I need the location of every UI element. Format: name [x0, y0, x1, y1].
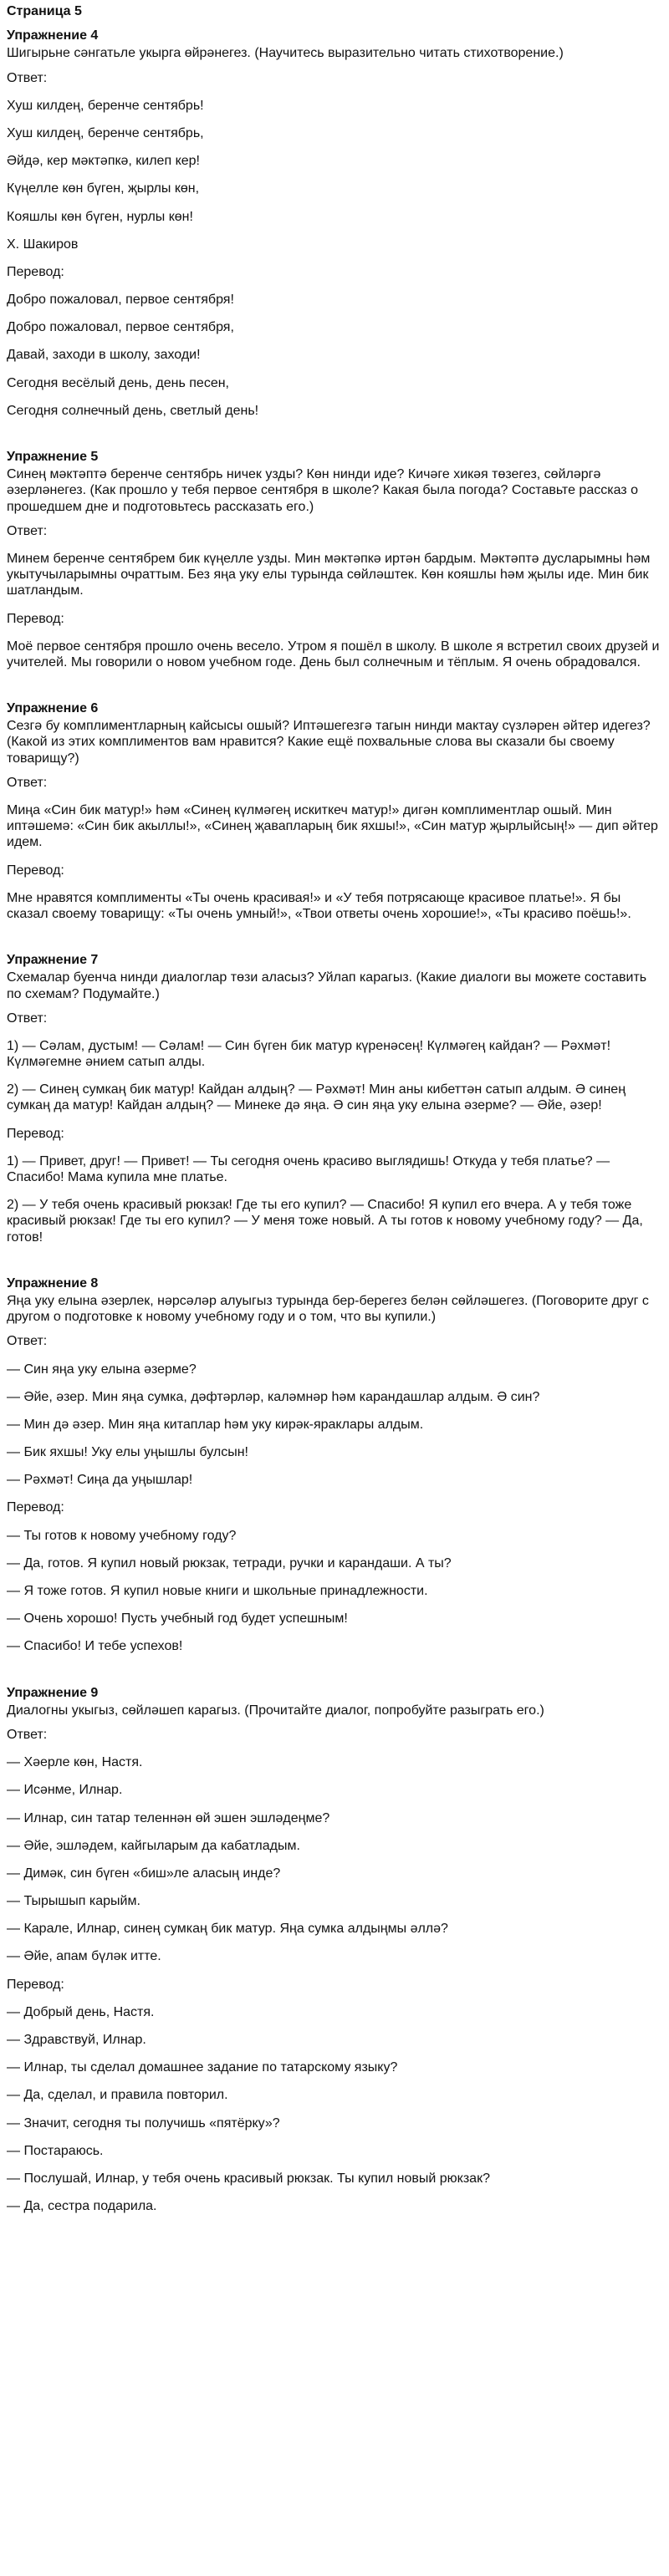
exercise-list [7, 28, 662, 2214]
translation-line: — Да, сделал, и правила повторил. [7, 2088, 228, 2103]
exercise-section [7, 1685, 662, 2215]
translation-line: Моё первое сентября прошло очень весело. Утром я пошёл в школу. В школе я встретил своих друзей и учителей. Мы говорили о новом учебном годе. День был солнечным и тёплым. Я очень обрадовался. [7, 639, 660, 669]
translation-line: — Илнар, ты сделал домашнее задание по татарскому языку? [7, 2060, 398, 2075]
exercise-section [7, 28, 662, 419]
answer-line: 1) — Сәлам, дустым! — Сәлам! — Син бүген бик матур күренәсең! Күлмәгең кайдан? — Рәхмәт! Күлмәгемне әнием сатып алды. [7, 1038, 611, 1070]
answer-line: — Карале, Илнар, синең сумкаң бик матур. Яңа сумка алдыңмы әллә? [7, 1922, 448, 1937]
exercise-section [7, 700, 662, 922]
translation-label: Перевод: [7, 264, 64, 279]
answer-line: — Исәнме, Илнар. [7, 1783, 123, 1798]
translation-line: — Значит, сегодня ты получишь «пятёрку»? [7, 2115, 280, 2131]
translation-line: Добро пожаловал, первое сентября! [7, 293, 234, 308]
translation-line: — Спасибо! И тебе успехов! [7, 1639, 183, 1654]
answer-line: Әйдә, кер мәктәпкә, килеп кер! [7, 154, 200, 169]
translation-label: Перевод: [7, 611, 64, 626]
translation-line: — Послушай, Илнар, у тебя очень красивый рюкзак. Ты купил новый рюкзак? [7, 2171, 490, 2186]
answer-label: Ответ: [7, 523, 48, 538]
exercise-task: Сезгә бу комплиментларның кайсысы ошый? Иптәшегезгә тагын нинди мактау сүзләрен әйтер идегез? (Какой из этих комплиментов вам нравится? Какие ещё похвальные слова вы сказали бы своему товарищу?) [7, 719, 651, 766]
answer-line: Минем беренче сентябрем бик күңелле узды. Мин мәктәпкә иртән бардым. Мәктәптә дусларымны һәм укытучыларымны очраттым. Без яңа уку елы турында сөйләштек. Көн кояшлы һәм җылы иде. Мин бик шатландым. [7, 551, 651, 598]
translation-label: Перевод: [7, 1126, 64, 1141]
answer-line: — Әйе, эшләдем, кайгыларым да кабатладым. [7, 1838, 300, 1853]
answer-line: Кояшлы көн бүген, нурлы көн! [7, 209, 193, 224]
answer-line: — Әйе, апам бүләк итте. [7, 1949, 161, 1964]
answer-line: Хуш килдең, беренче сентябрь, [7, 125, 204, 140]
translation-line: Сегодня весёлый день, день песен, [7, 375, 229, 390]
translation-label: Перевод: [7, 1977, 64, 1992]
translation-line: — Ты готов к новому учебному году? [7, 1528, 237, 1543]
answer-line: 2) — Синең сумкаң бик матур! Кайдан алдың? — Рәхмәт! Мин аны кибеттән сатып алдым. Ә синең сумкаң да матур! Кайдан алдың? — Минеке дә яңа. Ә син яңа уку елына әзерме? — Әйе, әзер! [7, 1082, 626, 1113]
answer-line: — Рәхмәт! Сиңа да уңышлар! [7, 1473, 193, 1488]
answer-label: Ответ: [7, 775, 48, 790]
translation-line: Добро пожаловал, первое сентября, [7, 320, 234, 335]
answer-label: Ответ: [7, 1011, 48, 1026]
exercise-title: Упражнение 6 [7, 701, 99, 716]
answer-line: — Әйе, әзер. Мин яңа сумка, дәфтәрләр, каләмнәр һәм карандашлар алдым. Ә син? [7, 1389, 540, 1404]
exercise-section [7, 1275, 662, 1655]
answer-label: Ответ: [7, 70, 48, 85]
exercise-task: Шигырьне сәнгатьле укырга өйрәнегез. (Научитесь выразительно читать стихотворение.) [7, 46, 564, 61]
translation-line: Мне нравятся комплименты «Ты очень красивая!» и «У тебя потрясающе красивое платье!». Я бы сказал своему товарищу: «Ты очень умный!», «Твои ответы очень хорошие!», «Ты красиво поёшь!». [7, 890, 631, 921]
translation-line: — Да, готов. Я купил новый рюкзак, тетради, ручки и карандаши. А ты? [7, 1555, 452, 1571]
answer-label: Ответ: [7, 1727, 48, 1742]
exercise-section [7, 449, 662, 670]
answer-line: — Мин дә әзер. Мин яңа китаплар һәм уку кирәк-яраклары алдым. [7, 1417, 424, 1432]
document-page [0, 3, 669, 2214]
exercise-task: Схемалар буенча нинди диалоглар төзи аласыз? Уйлап карагыз. (Какие диалоги вы можете составить по схемам? Подумайте.) [7, 970, 647, 1001]
answer-line: Х. Шакиров [7, 237, 79, 252]
answer-label: Ответ: [7, 1334, 48, 1349]
exercise-section [7, 952, 662, 1245]
exercise-title: Упражнение 7 [7, 953, 99, 968]
answer-line: Хуш килдең, беренче сентябрь! [7, 98, 204, 113]
translation-line: — Да, сестра подарила. [7, 2199, 157, 2214]
translation-line: Давай, заходи в школу, заходи! [7, 348, 201, 363]
exercise-title: Упражнение 9 [7, 1685, 99, 1700]
exercise-title: Упражнение 4 [7, 28, 99, 43]
answer-line: Күңелле көн бүген, җырлы көн, [7, 181, 200, 196]
translation-line: — Я тоже готов. Я купил новые книги и школьные принадлежности. [7, 1584, 428, 1598]
page-title: Страница 5 [7, 4, 82, 18]
exercise-task: Диалогны укыгыз, сөйләшеп карагыз. (Прочитайте диалог, попробуйте разыграть его.) [7, 1703, 544, 1718]
translation-label: Перевод: [7, 863, 64, 878]
exercise-title: Упражнение 5 [7, 450, 99, 464]
translation-line: 1) — Привет, друг! — Привет! — Ты сегодня очень красиво выглядишь! Откуда у тебя платье? — Спасибо! Мама купила мне платье. [7, 1153, 610, 1184]
exercise-task: Яңа уку елына әзерлек, нәрсәләр алуыгыз турында бер-берегез белән сөйләшегез. (Поговорите друг с другом о подготовке к новому учебному году и о том, что вы купили.) [7, 1293, 649, 1325]
answer-line: — Бик яхшы! Уку елы уңышлы булсын! [7, 1445, 248, 1460]
answer-line: Миңа «Син бик матур!» һәм «Синең күлмәгең искиткеч матур!» дигән комплиментлар ошый. Мин иптәшемә: «Син бик акыллы!», «Синең җавапларың бик яхшы!», «Син матур җырлыйсың!» — дип әйтер идем. [7, 803, 658, 850]
answer-line: — Хәерле көн, Настя. [7, 1755, 143, 1770]
translation-line: — Постараюсь. [7, 2143, 104, 2158]
translation-line: — Добрый день, Настя. [7, 2004, 155, 2019]
translation-line: — Очень хорошо! Пусть учебный год будет успешным! [7, 1611, 348, 1627]
translation-line: 2) — У тебя очень красивый рюкзак! Где ты его купил? — Спасибо! Я купил его вчера. А у тебя тоже красивый рюкзак! Где ты его купил? — У меня тоже новый. А ты готов к новому учебному году? — Да, готов! [7, 1198, 643, 1245]
translation-label: Перевод: [7, 1500, 64, 1515]
answer-line: — Димәк, син бүген «биш»ле алаcың инде? [7, 1866, 281, 1881]
answer-line: — Тырышып карыйм. [7, 1894, 140, 1909]
answer-line: — Илнар, син татар теленнән өй эшен эшләдеңме? [7, 1810, 330, 1825]
exercise-title: Упражнение 8 [7, 1275, 99, 1291]
translation-line: — Здравствуй, Илнар. [7, 2033, 146, 2047]
translation-line: Сегодня солнечный день, светлый день! [7, 403, 259, 418]
answer-line: — Син яңа уку елына әзерме? [7, 1362, 197, 1377]
exercise-task: Синең мәктәптә беренче сентябрь ничек узды? Көн нинди иде? Кичәге хикәя төзегез, сөйләргә әзерләнегез. (Как прошло у тебя первое сентября в школе? Какая была погода? Составьте рассказ о прошедшем дне и подготовьтесь рассказать его.) [7, 467, 638, 514]
